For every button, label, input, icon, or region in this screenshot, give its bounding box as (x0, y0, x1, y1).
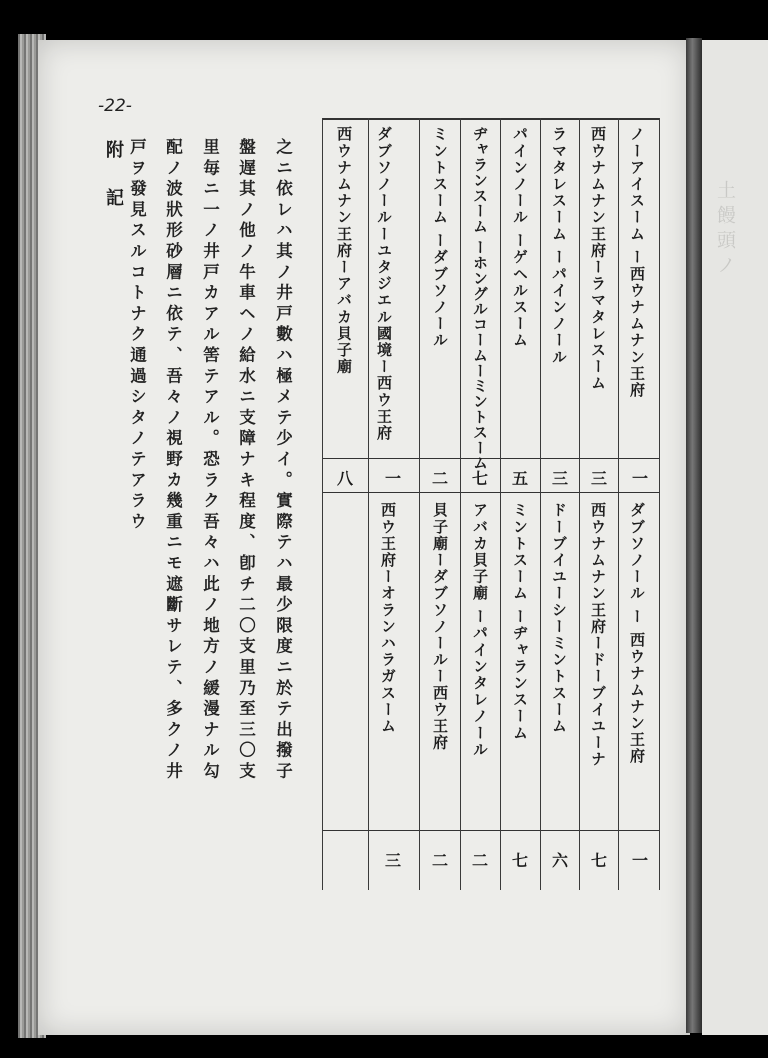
table-cell-route: 西ウナムナン王府ーアバカ貝子廟 (335, 126, 353, 375)
table-cell-route: ノーアイスーム ー西ウナムナン王府 (628, 126, 646, 399)
table-cell-route: 西ウ王府ーオランハラガスーム (379, 502, 397, 735)
table-cell-count: 三 (384, 851, 401, 870)
table-cell-route: ダブソノールーユタジエル國境ー西ウ王府 (375, 126, 393, 442)
table-cell-route: ヂャランスーム ーホングルコームーミントスーム (471, 126, 489, 471)
table-right-rule (659, 118, 660, 890)
table-middle-rule (322, 492, 660, 493)
col-rule-2 (579, 118, 580, 890)
table-cell-route: 西ウナムナン王府ードーブイユーナ (589, 502, 607, 768)
well-count-table (322, 118, 660, 890)
note-line-1: 之ニ依レハ其ノ井戸數ハ極メテ少イ。實際テハ最少限度ニ於テ出撥子 (273, 138, 293, 783)
table-cell-count: 三 (551, 469, 568, 488)
col-rule-1 (618, 118, 619, 890)
table-cell-route: ダブソノール ー 西ウナムナン王府 (628, 502, 646, 765)
table-cell-count: 七 (590, 851, 607, 870)
page-number: -22- (98, 96, 132, 116)
table-cell-count: 二 (431, 851, 448, 870)
table-cell-route: ミントスーム ーヂャランスーム (511, 502, 529, 742)
note-line-3: 里毎ニ一ノ井戸カアル筈テアル。恐ラク吾々ハ此ノ地方ノ緩漫ナル勾 (200, 138, 220, 783)
table-count-rule-1 (322, 458, 660, 459)
table-cell-count: 七 (511, 851, 528, 870)
table-cell-count: 六 (551, 851, 568, 870)
col-rule-3 (540, 118, 541, 890)
table-cell-count: 一 (384, 469, 401, 488)
table-cell-route: 貝子廟ーダブソノールー西ウ王府 (431, 502, 449, 751)
table-cell-count: 一 (631, 851, 648, 870)
note-line-2: 盤遅其ノ他ノ牛車ヘノ給水ニ支障ナキ程度、卽チ二〇支里乃至三〇支 (236, 138, 256, 783)
table-cell-count: 三 (590, 469, 607, 488)
col-rule-7 (368, 118, 369, 890)
table-cell-route: ラマタレスーム ーパインノール (550, 126, 568, 366)
table-cell-route: ドーブイユーシーミントスーム (550, 502, 568, 735)
bleed-through-text: 土饅頭ノ (714, 180, 736, 280)
appendix-label: 附記 (103, 140, 124, 236)
table-left-rule (322, 118, 323, 890)
table-cell-count: 一 (631, 469, 648, 488)
note-line-4: 配ノ波狀形砂層ニ依テ、吾々ノ視野カ幾重ニモ遮斷サレテ、多クノ井 (163, 138, 183, 783)
table-cell-route: 西ウナムナン王府ーラマタレスーム (589, 126, 607, 392)
col-rule-5 (460, 118, 461, 890)
book-spine (686, 38, 702, 1033)
table-cell-route: ミントスーム ーダブソノール (431, 126, 449, 349)
table-cell-route: アバカ貝子廟 ーパインタレノール (471, 502, 489, 758)
table-cell-route: パインノール ーゲヘルスーム (511, 126, 529, 349)
table-count-rule-2 (322, 830, 660, 831)
col-rule-6 (419, 118, 420, 890)
table-cell-count: 七 (471, 469, 488, 488)
facing-page (702, 40, 768, 1035)
table-cell-count: 二 (471, 851, 488, 870)
table-cell-count: 八 (336, 469, 353, 488)
col-rule-4 (500, 118, 501, 890)
table-cell-count: 二 (431, 469, 448, 488)
note-line-5: 戸ヲ發見スルコトナク通過シタノテアラウ (127, 138, 147, 534)
table-cell-count: 五 (511, 469, 528, 488)
table-top-rule (322, 118, 660, 120)
